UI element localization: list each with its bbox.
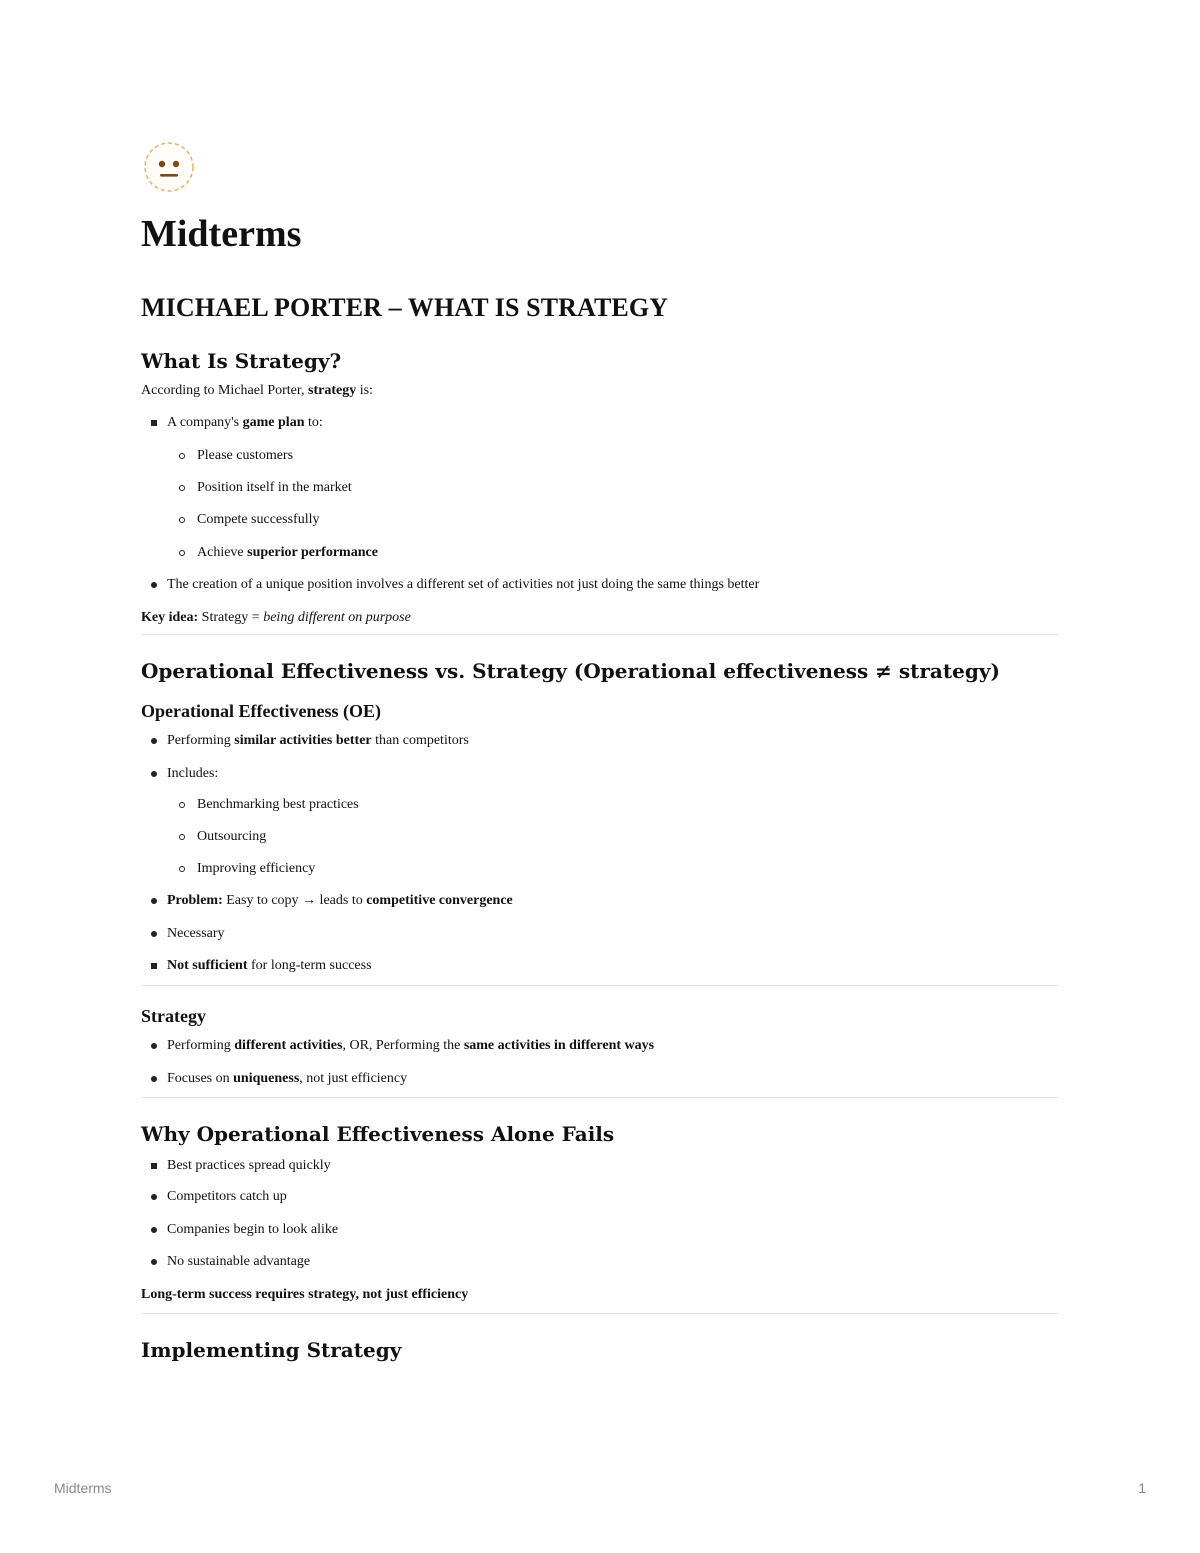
strategy-list-continued [141,575,1059,595]
key-idea: Key idea: Strategy = being different on purpose [141,609,411,625]
includes-sublist [141,795,1059,878]
bullet-circle-icon [179,453,185,459]
strategy-list [141,413,1059,433]
list-item: Compete successfully [169,510,1059,530]
list-item: Includes: [141,764,1059,784]
list-item: Necessary [141,924,1059,944]
bullet-dot-icon [151,1227,157,1233]
intro-paragraph: According to Michael Porter, strategy is: [141,382,373,398]
footer-page-number: 1 [1138,1480,1146,1496]
bullet-circle-icon [179,550,185,556]
subheading-strategy: Strategy [141,1005,206,1026]
list-item: Problem: Easy to copy → leads to competitive convergence [141,891,1059,911]
list-item: Achieve superior performance [169,543,1059,563]
list-item: Please customers [169,446,1059,466]
oe-list [141,731,1059,783]
conclusion: Long-term success requires strategy, not just efficiency [141,1287,469,1303]
subheading-why-oe-fails: Why Operational Effectiveness Alone Fails [141,1121,615,1146]
list-item: Performing different activities, OR, Performing the same activities in different ways [141,1036,1059,1056]
subheading-implementing-strategy: Implementing Strategy [141,1337,402,1362]
bullet-square-icon [151,420,157,426]
page-content [141,140,1059,1362]
list-item: Best practices spread quickly [141,1156,1059,1176]
bullet-square-icon [151,963,157,969]
list-item: Companies begin to look alike [141,1220,1059,1240]
bullet-dot-icon [151,738,157,744]
why-fails-list [141,1156,1059,1272]
page-title: Midterms [141,213,302,255]
subheading-oe: Operational Effectiveness (OE) [141,700,381,721]
bullet-circle-icon [179,866,185,872]
bullet-dot-icon [151,771,157,777]
bullet-dot-icon [151,582,157,588]
bullet-dot-icon [151,898,157,904]
bullet-circle-icon [179,802,185,808]
divider [141,1097,1059,1098]
list-item: Improving efficiency [169,859,1059,879]
list-item: Focuses on uniqueness, not just efficiency [141,1069,1059,1089]
divider [141,1313,1059,1314]
list-item: Outsourcing [169,827,1059,847]
divider [141,985,1059,986]
bullet-dot-icon [151,1043,157,1049]
subheading-oe-vs-strategy: Operational Effectiveness vs. Strategy (Operational effectiveness ≠ strategy) [141,658,1000,683]
footer-title: Midterms [54,1480,112,1496]
neutral-face-icon [142,140,196,194]
divider [141,634,1059,635]
game-plan-sublist [141,446,1059,562]
list-item: Performing similar activities better than competitors [141,731,1059,751]
section-heading-porter: MICHAEL PORTER – WHAT IS STRATEGY [141,292,669,322]
list-item: Position itself in the market [169,478,1059,498]
bullet-square-icon [151,1163,157,1169]
bullet-circle-icon [179,834,185,840]
bullet-dot-icon [151,931,157,937]
bullet-dot-icon [151,1194,157,1200]
list-item: Competitors catch up [141,1187,1059,1207]
list-item: No sustainable advantage [141,1252,1059,1272]
strategy-definition-list [141,1036,1059,1088]
subheading-what-is-strategy: What Is Strategy? [141,348,342,373]
bullet-circle-icon [179,485,185,491]
list-item: The creation of a unique position involves a different set of activities not just doing the same things better [141,575,1059,595]
list-item: Benchmarking best practices [169,795,1059,815]
oe-list-continued [141,891,1059,976]
bullet-dot-icon [151,1259,157,1265]
bullet-circle-icon [179,517,185,523]
list-item: A company's game plan to: [141,413,1059,433]
list-item: Not sufficient for long-term success [141,956,1059,976]
bullet-dot-icon [151,1076,157,1082]
